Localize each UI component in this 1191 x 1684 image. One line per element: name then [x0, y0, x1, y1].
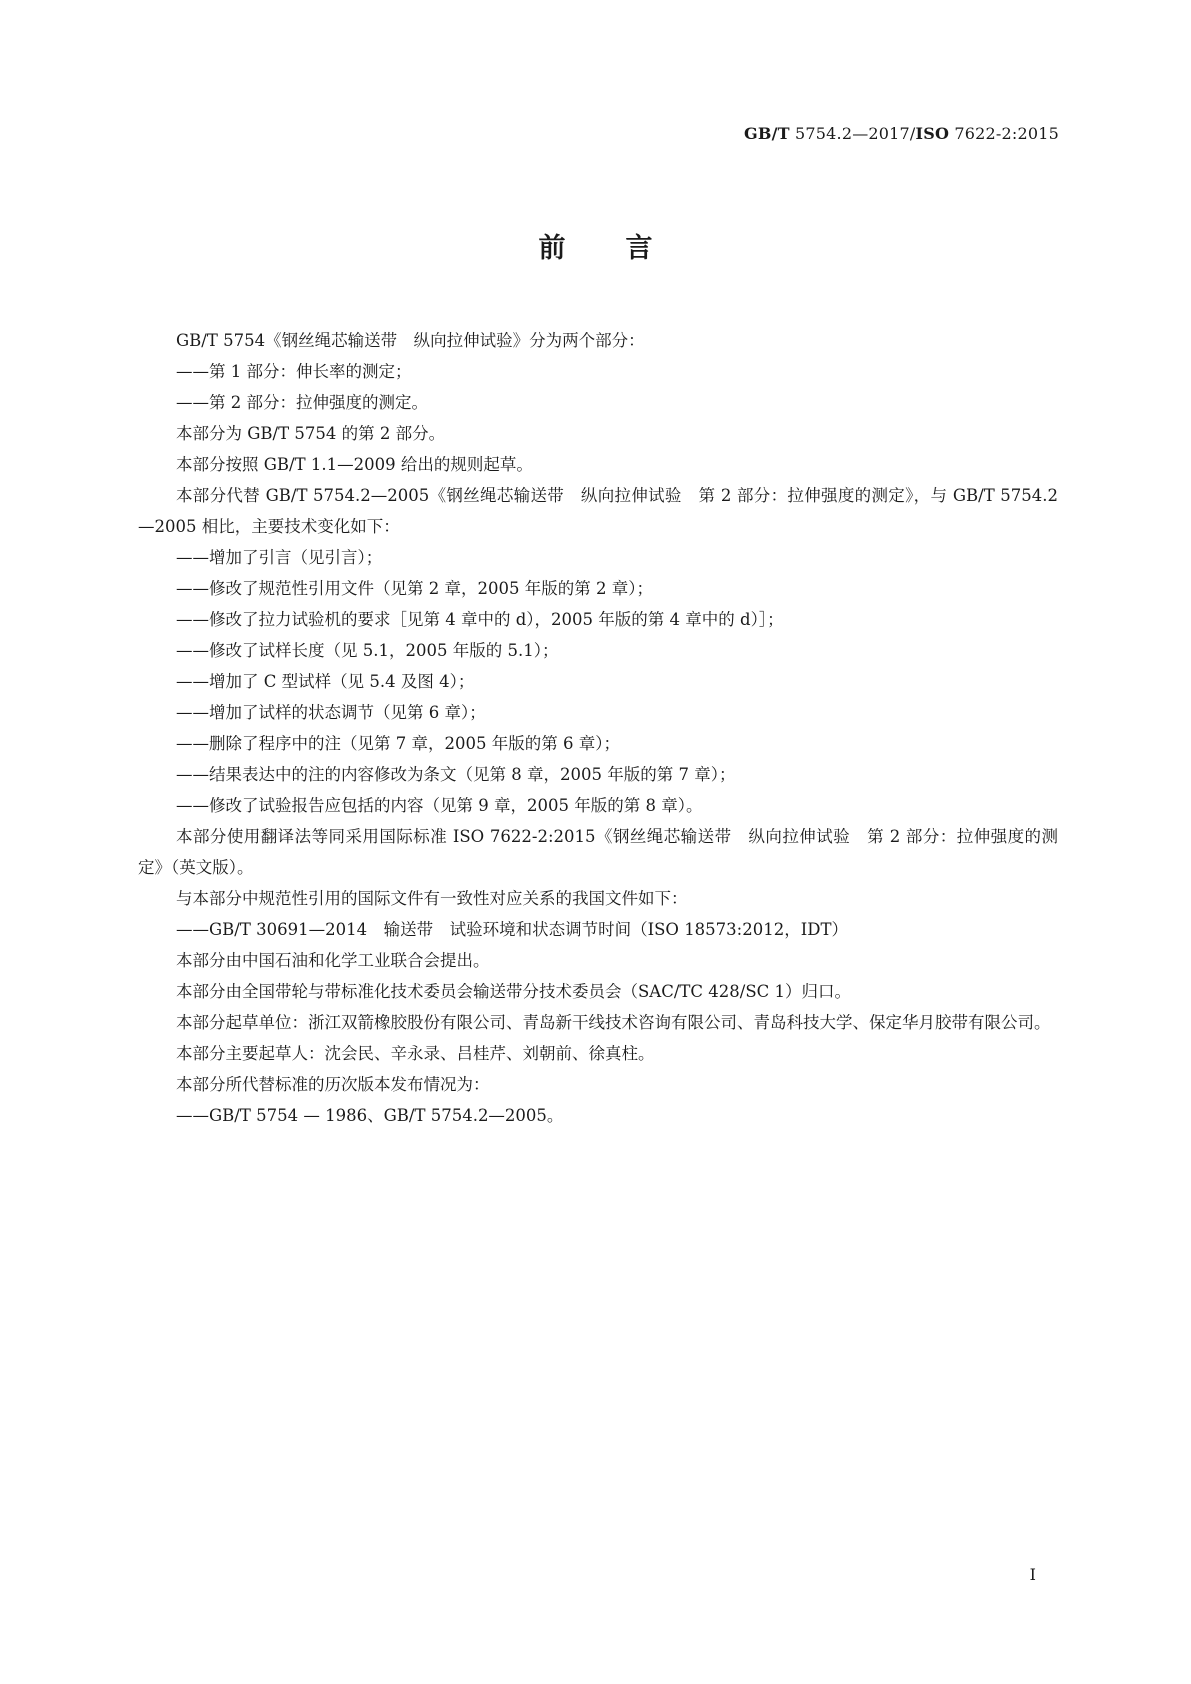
- list-item: ——增加了 C 型试样（见 5.4 及图 4）；: [176, 672, 475, 691]
- standard-code-suffix: 7622-2:2015: [949, 124, 1059, 143]
- paragraph: 本部分代替 GB/T 5754.2—2005《钢丝绳芯输送带 纵向拉伸试验 第 2 部分：拉伸强度的测定》，与 GB/T 5754.2—2005 相比，主要技术变化如下：: [138, 486, 1058, 536]
- list-item: ——删除了程序中的注（见第 7 章，2005 年版的第 6 章）；: [176, 734, 620, 753]
- page-title: 前言: [538, 233, 713, 264]
- paragraph: 本部分为 GB/T 5754 的第 2 部分。: [176, 424, 446, 443]
- paragraph: 本部分由中国石油和化学工业联合会提出。: [176, 951, 490, 970]
- foreword-body: [138, 325, 1058, 1131]
- list-item: ——GB/T 5754 — 1986、GB/T 5754.2—2005。: [176, 1106, 564, 1125]
- list-item: ——修改了试样长度（见 5.1，2005 年版的 5.1）；: [176, 641, 559, 660]
- list-item: ——修改了规范性引用文件（见第 2 章，2005 年版的第 2 章）；: [176, 579, 653, 598]
- list-item: ——增加了引言（见引言）；: [176, 548, 383, 567]
- list-item: ——修改了拉力试验机的要求［见第 4 章中的 d），2005 年版的第 4 章中的 d）］；: [176, 610, 784, 629]
- paragraph: 本部分起草单位：浙江双箭橡胶股份有限公司、青岛新干线技术咨询有限公司、青岛科技大学、保定华月胶带有限公司。: [176, 1013, 1051, 1032]
- list-item: ——增加了试样的状态调节（见第 6 章）；: [176, 703, 486, 722]
- list-item: ——第 1 部分：伸长率的测定；: [176, 362, 412, 381]
- list-item: ——GB/T 30691—2014 输送带 试验环境和状态调节时间（ISO 18573:2012，IDT）: [176, 920, 848, 939]
- paragraph: 与本部分中规范性引用的国际文件有一致性对应关系的我国文件如下：: [176, 889, 688, 908]
- list-item: ——结果表达中的注的内容修改为条文（见第 8 章，2005 年版的第 7 章）；: [176, 765, 736, 784]
- standard-code-main: 5754.2—2017/: [789, 124, 916, 143]
- page-number: I: [1029, 1565, 1036, 1584]
- paragraph: 本部分由全国带轮与带标准化技术委员会输送带分技术委员会（SAC/TC 428/SC 1）归口。: [176, 982, 852, 1001]
- list-item: ——第 2 部分：拉伸强度的测定。: [176, 393, 428, 412]
- standard-code-iso: ISO: [915, 124, 950, 143]
- standard-code-prefix: GB/T: [743, 124, 790, 143]
- standard-code-header: [744, 124, 1059, 143]
- paragraph: 本部分主要起草人：沈会民、辛永录、吕桂芹、刘朝前、徐真柱。: [176, 1044, 655, 1063]
- paragraph: 本部分按照 GB/T 1.1—2009 给出的规则起草。: [176, 455, 533, 474]
- paragraph: 本部分所代替标准的历次版本发布情况为：: [176, 1075, 490, 1094]
- paragraph: GB/T 5754《钢丝绳芯输送带 纵向拉伸试验》分为两个部分：: [176, 331, 645, 350]
- paragraph: 本部分使用翻译法等同采用国际标准 ISO 7622-2:2015《钢丝绳芯输送带 纵向拉伸试验 第 2 部分：拉伸强度的测定》（英文版）。: [138, 827, 1058, 877]
- list-item: ——修改了试验报告应包括的内容（见第 9 章，2005 年版的第 8 章）。: [176, 796, 703, 815]
